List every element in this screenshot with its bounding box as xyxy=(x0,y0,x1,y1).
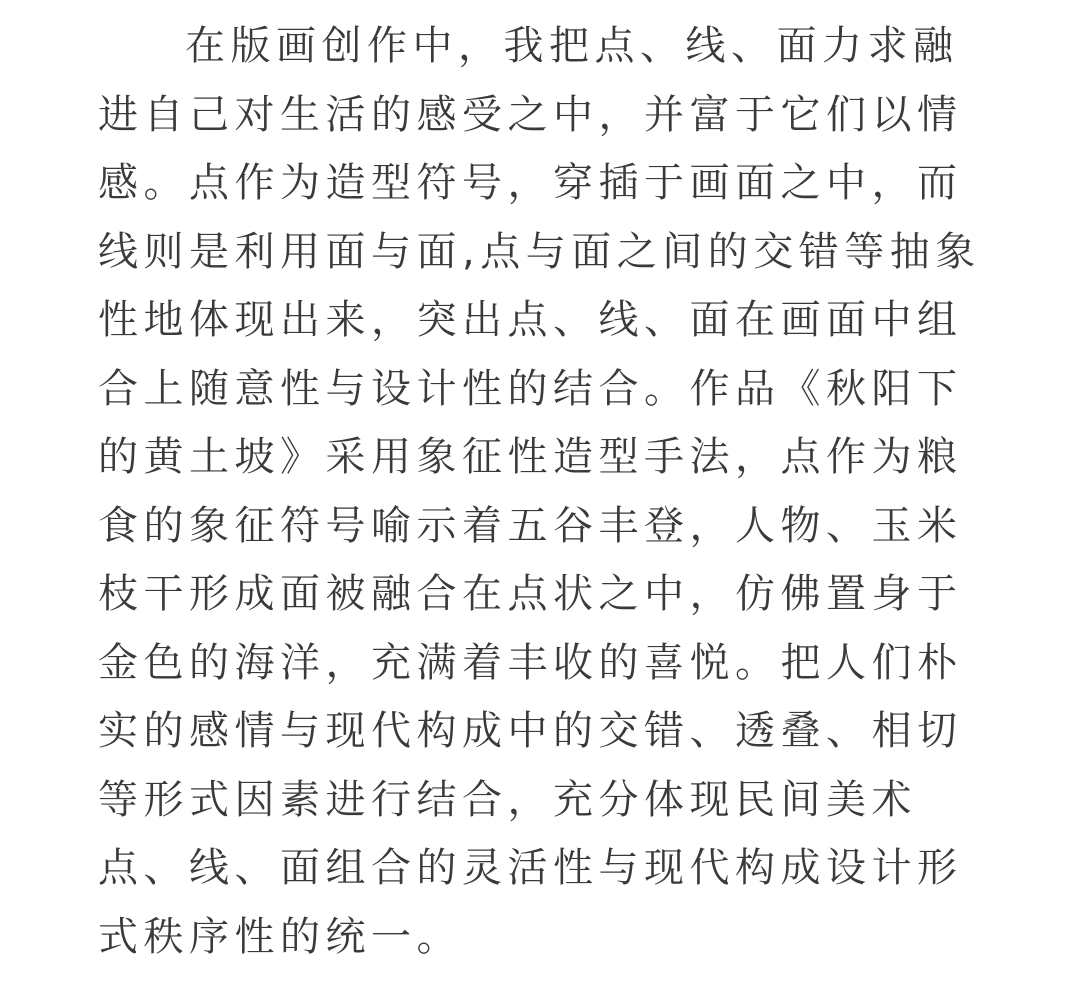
text-line: 枝干形成面被融合在点状之中，仿佛置身于 xyxy=(98,571,963,617)
text-line: 合上随意性与设计性的结合。作品《秋阳下 xyxy=(98,365,963,412)
text-line: 点、线、面组合的灵活性与现代构成设计形 xyxy=(98,845,963,891)
text-line: 在版画创作中，我把点、线、面力求融 xyxy=(185,23,959,69)
text-line: 等形式因素进行结合，充分体现民间美术 xyxy=(98,776,917,823)
text-line: 感。点作为造型符号，穿插于画面之中，而 xyxy=(98,160,963,206)
text-line: 实的感情与现代构成中的交错、透叠、相切 xyxy=(98,708,963,754)
text-line: 的黄土坡》采用象征性造型手法，点作为粮 xyxy=(98,434,963,480)
text-line: 线则是利用面与面,点与面之间的交错等抽象 xyxy=(98,228,981,275)
text-line: 食的象征符号喻示着五谷丰登，人物、玉米 xyxy=(98,502,963,549)
text-line: 进自己对生活的感受之中，并富于它们以情 xyxy=(98,91,963,138)
text-line: 性地体现出来，突出点、线、面在画面中组 xyxy=(98,297,963,343)
text-line: 式秩序性的统一。 xyxy=(98,913,462,960)
body-paragraph xyxy=(98,12,998,971)
text-line: 金色的海洋，充满着丰收的喜悦。把人们朴 xyxy=(98,639,963,686)
